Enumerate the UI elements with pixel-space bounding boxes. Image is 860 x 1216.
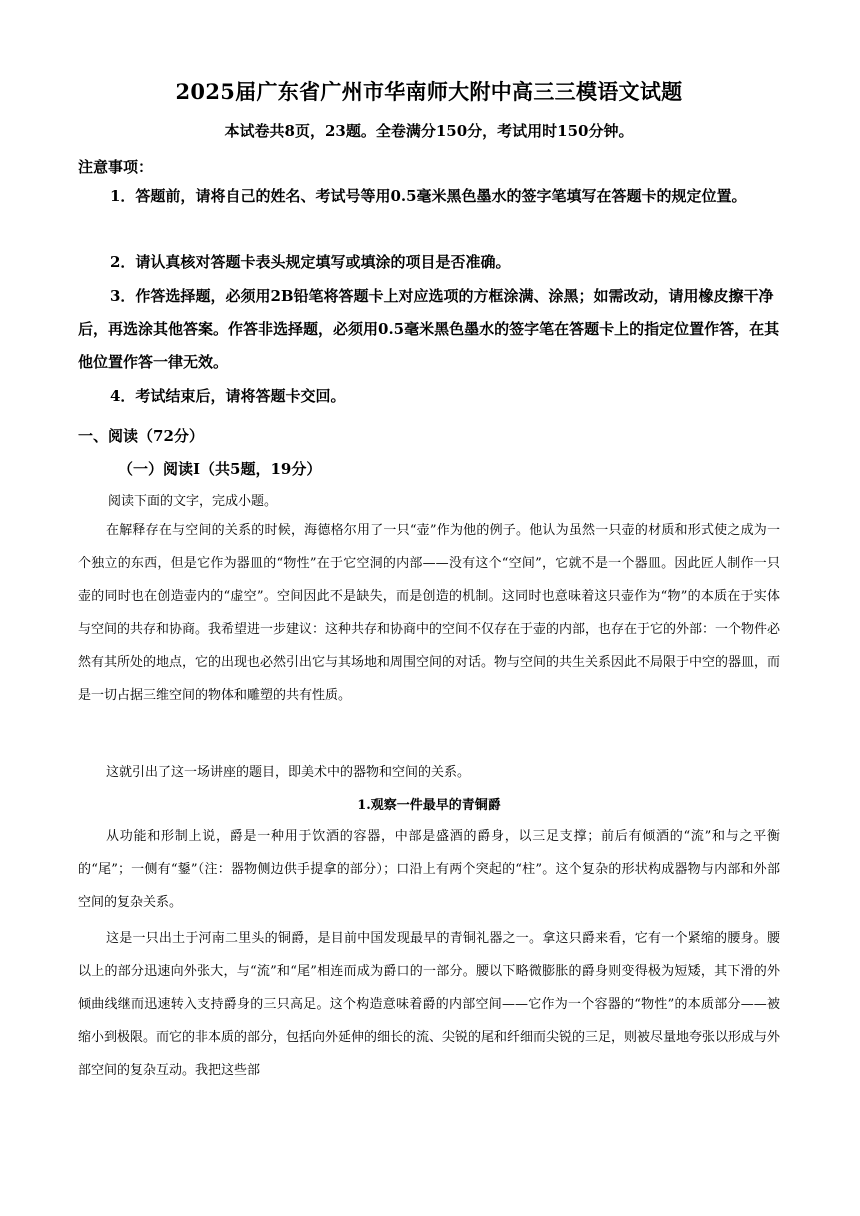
notice-item: 4．考试结束后，请将答题卡交回。: [110, 387, 346, 405]
body-paragraph: 在解释存在与空间的关系的时候，海德格尔用了一只“壶”作为他的例子。他认为虽然一只壶的材质和形式使之成为一个独立的东西，但是它作为器皿的“物性”在于它空洞的内部——没有这个“空间”，它就不是一个器皿。因此匠人制作一只壶的同时也在创造壶内的“虚空”。空间因此不是缺失，而是创造的机制。这同时也意味着这只壶作为“物”的本质在于实体与空间的共存和协商。我希望进一步建议：这种共存和协商中的空间不仅存在于壶的内部，也存在于它的外部：一个物件必然有其所处的地点，它的出现也必然引出它与其场地和周围空间的对话。物与空间的共生关系因此不局限于中空的器皿，而是一切占据三维空间的物体和雕塑的共有性质。: [78, 523, 781, 703]
exam-info: 本试卷共8页，23题。全卷满分150分，考试用时150分钟。: [224, 122, 634, 140]
body-paragraph: 从功能和形制上说，爵是一种用于饮酒的容器，中部是盛酒的爵身，以三足支撑；前后有倾酒的“流”和与之平衡的“尾”；一侧有“鋬”（注：器物侧边供手提拿的部分）；口沿上有两个突起的“柱”。这个复杂的形状构成器物与内部和外部空间的复杂关系。: [78, 829, 780, 910]
body-paragraph: 这是一只出土于河南二里头的铜爵，是目前中国发现最早的青铜礼器之一。拿这只爵来看，它有一个紧缩的腰身。腰以上的部分迅速向外张大，与“流”和“尾”相连而成为爵口的一部分。腰以下略微膨胀的爵身则变得极为短矮，其下滑的外倾曲线继而迅速转入支持爵身的三只高足。这个构造意味着爵的内部空间——它作为一个容器的“物性”的本质部分——被缩小到极限。而它的非本质的部分，包括向外延伸的细长的流、尖锐的尾和纤细而尖锐的三足，则被尽量地夸张以形成与外部空间的复杂互动。我把这些部: [78, 931, 781, 1078]
notice-item: 2．请认真核对答题卡表头规定填写或填涂的项目是否准确。: [110, 253, 511, 271]
notice-heading: 注意事项：: [78, 158, 154, 176]
instruction-text: 阅读下面的文字，完成小题。: [108, 494, 278, 509]
section-heading: 一、阅读（72分）: [78, 427, 204, 445]
body-paragraph: 这就引出了这一场讲座的题目，即美术中的器物和空间的关系。: [106, 765, 471, 780]
page-title: 2025届广东省广州市华南师大附中高三三模语文试题: [175, 79, 683, 104]
notice-item: 1．答题前，请将自己的姓名、考试号等用0.5毫米黑色墨水的签字笔填写在答题卡的规定位置。: [110, 187, 747, 205]
notice-item: 3．作答选择题，必须用2B铅笔将答题卡上对应选项的方框涂满、涂黑；如需改动，请用橡皮擦干净后，再选涂其他答案。作答非选择题，必须用0.5毫米黑色墨水的签字笔在答题卡上的指定位置作答，在其他位置作答一律无效。: [78, 287, 780, 371]
article-subheading: 1.观察一件最早的青铜爵: [357, 798, 501, 813]
subsection-heading: （一）阅读Ⅰ（共5题，19分）: [118, 460, 322, 478]
